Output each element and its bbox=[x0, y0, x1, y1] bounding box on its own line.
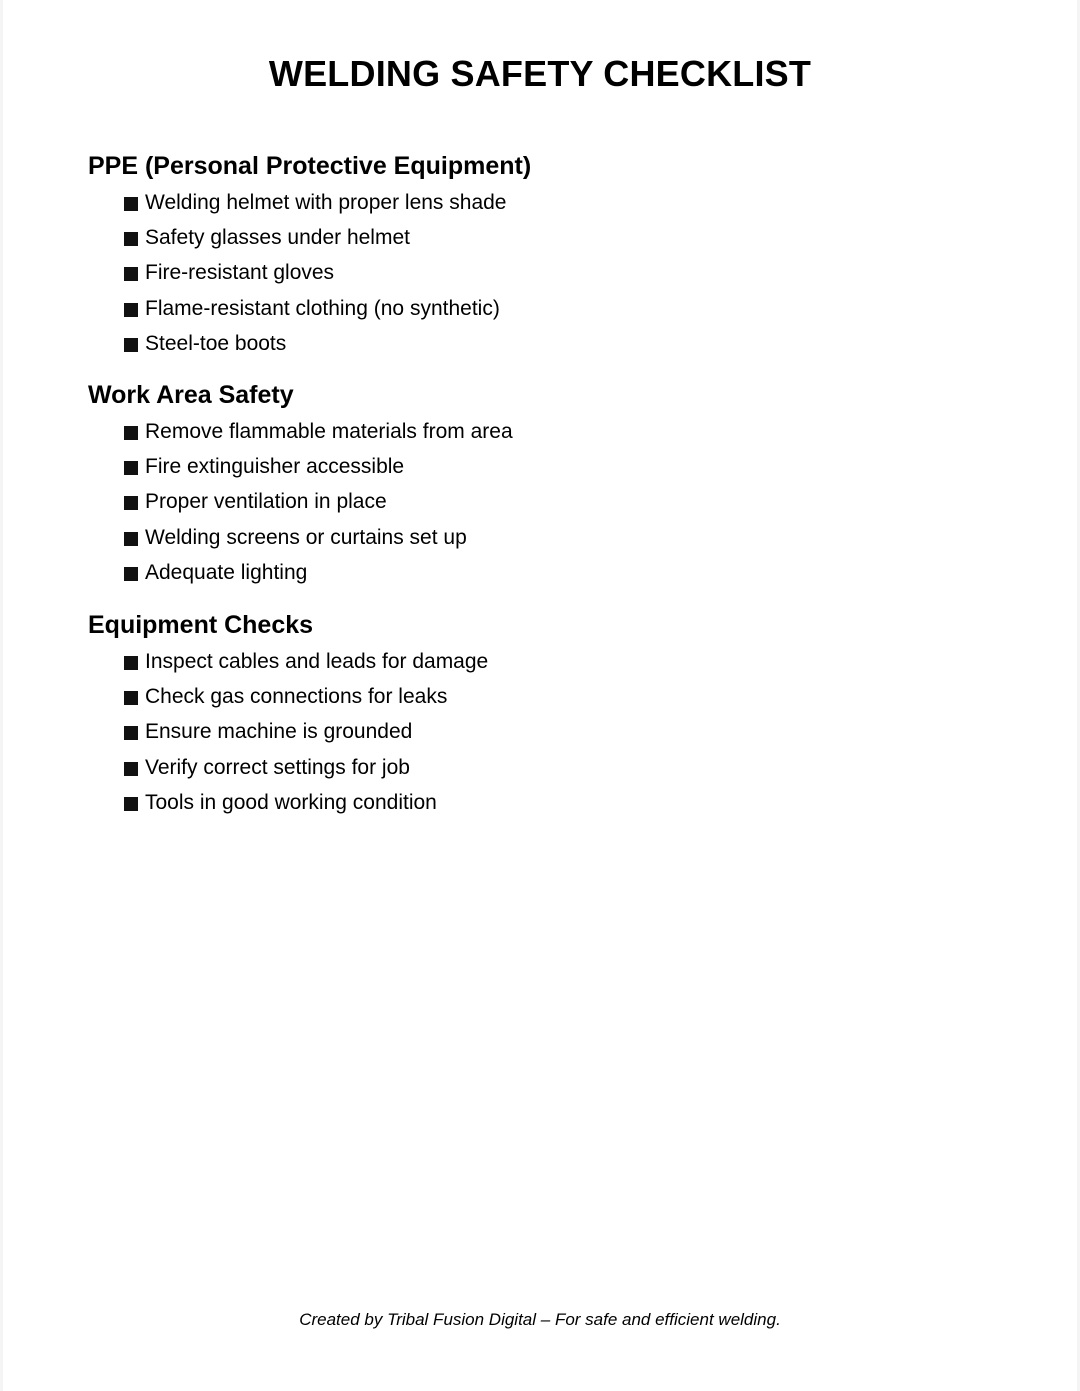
checklist-item-label: Tools in good working condition bbox=[145, 790, 437, 814]
checkbox-square-icon bbox=[124, 656, 138, 670]
checklist bbox=[88, 647, 988, 823]
checklist-item[interactable] bbox=[124, 717, 988, 752]
checkbox-square-icon bbox=[124, 303, 138, 317]
checkbox-square-icon bbox=[124, 532, 138, 546]
checkbox-square-icon bbox=[124, 496, 138, 510]
checklist-item[interactable] bbox=[124, 753, 988, 788]
checklist-item[interactable] bbox=[124, 223, 988, 258]
checklist-item-label: Welding screens or curtains set up bbox=[145, 525, 467, 549]
checklist-item-label: Inspect cables and leads for damage bbox=[145, 650, 489, 673]
checklist-item[interactable] bbox=[124, 487, 988, 522]
checklist-item[interactable] bbox=[124, 682, 988, 717]
checklist-item-label: Proper ventilation in place bbox=[145, 490, 387, 514]
checklist-item[interactable] bbox=[124, 258, 988, 293]
checklist bbox=[88, 188, 988, 364]
checklist-item-label: Remove flammable materials from area bbox=[145, 420, 513, 443]
checkbox-square-icon bbox=[124, 567, 138, 581]
checklist-item[interactable] bbox=[124, 647, 988, 682]
checklist-item[interactable] bbox=[124, 294, 988, 329]
checklist-item[interactable] bbox=[124, 452, 988, 487]
footer-credit: Created by Tribal Fusion Digital – For safe and efficient welding. bbox=[299, 1310, 781, 1329]
checklist-item-label: Fire extinguisher accessible bbox=[145, 455, 405, 479]
checkbox-square-icon bbox=[124, 338, 138, 352]
checklist-item[interactable] bbox=[124, 417, 988, 452]
section-equipment bbox=[88, 610, 988, 823]
checklist-item[interactable] bbox=[124, 788, 988, 823]
checkbox-square-icon bbox=[124, 762, 138, 776]
checkbox-square-icon bbox=[124, 426, 138, 440]
checklist-item-label: Fire-resistant gloves bbox=[145, 261, 335, 285]
page-title: WELDING SAFETY CHECKLIST bbox=[268, 53, 812, 94]
section-heading: Equipment Checks bbox=[88, 611, 314, 639]
checklist-item[interactable] bbox=[124, 558, 988, 593]
checklist-item-label: Ensure machine is grounded bbox=[145, 720, 413, 744]
checklist-item-label: Welding helmet with proper lens shade bbox=[145, 191, 507, 214]
section-ppe bbox=[88, 151, 988, 364]
checkbox-square-icon bbox=[124, 461, 138, 475]
section-heading: PPE (Personal Protective Equipment) bbox=[88, 152, 532, 180]
checkbox-square-icon bbox=[124, 267, 138, 281]
checklist-item-label: Safety glasses under helmet bbox=[145, 226, 410, 250]
checklist-item[interactable] bbox=[124, 523, 988, 558]
checkbox-square-icon bbox=[124, 197, 138, 211]
checkbox-square-icon bbox=[124, 797, 138, 811]
section-work-area bbox=[88, 380, 988, 593]
checkbox-square-icon bbox=[124, 726, 138, 740]
checklist-item-label: Steel-toe boots bbox=[145, 331, 287, 355]
checklist bbox=[88, 417, 988, 593]
checklist-item-label: Verify correct settings for job bbox=[145, 755, 410, 779]
checkbox-square-icon bbox=[124, 691, 138, 705]
checklist-item-label: Flame-resistant clothing (no synthetic) bbox=[145, 296, 500, 320]
checklist-item[interactable] bbox=[124, 329, 988, 364]
section-heading: Work Area Safety bbox=[88, 381, 294, 409]
checklist-item-label: Check gas connections for leaks bbox=[145, 685, 448, 709]
checklist-item-label: Adequate lighting bbox=[145, 560, 308, 584]
checklist-item[interactable] bbox=[124, 188, 988, 223]
checkbox-square-icon bbox=[124, 232, 138, 246]
